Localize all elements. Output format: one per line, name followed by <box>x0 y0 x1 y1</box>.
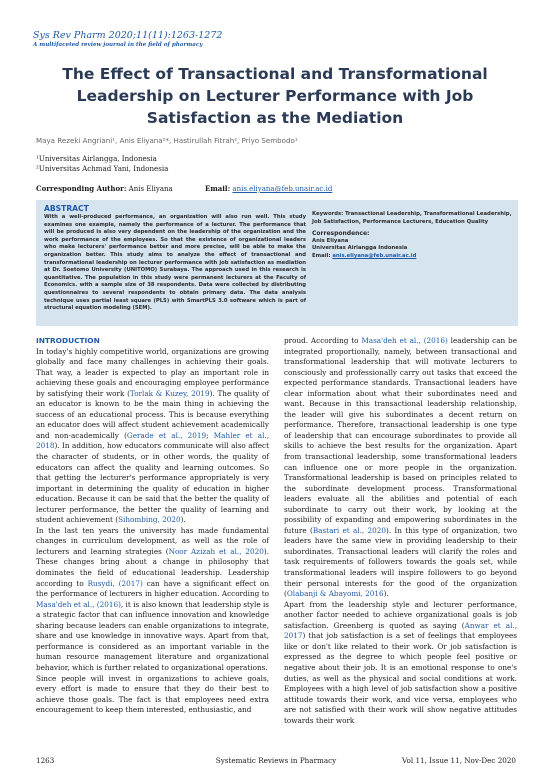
correspondence-affiliation: Universitas Airlangga Indonesia <box>312 245 408 252</box>
citation-link[interactable]: Olabanji & Abayomi, 2016 <box>286 589 384 599</box>
introduction-heading: INTRODUCTION <box>36 336 100 345</box>
citation-link[interactable]: Sihombing, 2020 <box>118 515 181 525</box>
corresponding-email-link[interactable]: anis.eliyana@feb.unair.ac.id <box>232 185 333 193</box>
citation-link[interactable]: Masa'deh et al., (2016) <box>361 336 448 345</box>
footer-volume: Vol 11, Issue 11, Nov-Dec 2020 <box>402 756 516 765</box>
paragraph: In the last ten years the university has made fundamental changes in curriculum development, as well as the role of lecturers and learning strategies (Noor Azizah et al., 2020). These changes bring about a change in philosophy that dominates the field of educational leadership. Leadership according to Rusydi, (2017) can have a significant effect on the performance of lecturers in higher education. According to Masa'deh et al., (2016), it is also known that leadership style is a strategic factor that can influence innovation and knowledge sharing because leaders can enable organizations to integrate, share and use knowledge in innovative ways. Apart from that, performance is considered as an important variable in the human resource management literature and organizational behavior, which is further related to organizational operations. <box>36 525 269 672</box>
corresponding-label: Corresponding Author: <box>36 184 127 193</box>
abstract-heading: ABSTRACT <box>44 204 89 213</box>
corresponding-email-line <box>205 184 332 194</box>
keywords-label: Keywords: <box>312 211 344 217</box>
citation-link[interactable]: Bastari et al., 2020 <box>312 525 386 535</box>
author-list: Maya Rezeki Angriani¹, Anis Eliyana²*, Hastirullah Fitrah², Priyo Sembodo¹ <box>36 136 298 145</box>
correspondence-email-label: Email: <box>312 252 331 259</box>
correspondence-email <box>312 253 512 261</box>
journal-header <box>33 30 222 49</box>
email-label: Email: <box>205 184 231 193</box>
body-left-column <box>36 336 269 716</box>
citation-link[interactable]: Noor Azizah et al., 2020 <box>168 546 264 556</box>
journal-tagline: A multifaceted review journal in the field of pharmacy <box>33 42 203 48</box>
correspondence-email-link[interactable]: anis.eliyana@feb.unair.ac.id <box>332 252 417 259</box>
citation-link[interactable]: Rusydi, (2017) <box>87 578 143 588</box>
corresponding-name: Anis Eliyana <box>128 185 173 193</box>
affiliation-2: ²Universitas Achmad Yani, Indonesia <box>36 164 169 173</box>
paragraph: In today's highly competitive world, organizations are growing globally and face many challenges in achieving their goals. That way, a leader is expected to play an important role in achieving these goals and encouraging employee performance by satisfying their work (Torlak & Kuzey, 2019). The quality of an educator is known to be the main thing in achieving the success of an educational process. This is because everything an educator does will affect student achievement academically and non-academically (Gerade et al., 2019; Mahler et al., 2018). In addition, how educators communicate will also affect the character of students, or in other words, the quality of educators can affect the quality and learning outcomes. So that getting the lecturer's performance appropriately is very important in determining the quality of education in higher education. Because it can be said that the better the quality of lecturer performance, the better the quality of learning and student achievement (Sihombing, 2020). <box>36 346 270 525</box>
citation-link[interactable]: Mahler et al., 2018 <box>36 430 270 451</box>
paragraph: proud. According to Masa'deh et al., (2016) leadership can be integrated proportionally, namely, between transactional and transformational leadership that will motivate lecturers to consciously and professionally carry out tasks that exceed the expected performance standards. Transactional leaders have clear information about what their subordinates need and want. Because in this transactional leadership relationship, the leader will give his subordinates a decent return on performance. Therefore, transactional leadership is one type of leadership that can encourage subordinates to provide all skills to achieve the best results for the organization. Apart from transactional leadership, some transformational leaders can influence one or more people in the organization. Transformational leadership is based on principles related to the subordinate development process. Transformational leaders evaluate all the abilities and potential of each subordinate to carry out their work, by looking at the possibility of expanding and empowering subordinates in the future (Bastari et al., 2020). In this type of organization, two leaders have the same view in providing leadership to their subordinates. Transactional leaders will clarify the roles and task requirements of followers towards the goals set, while transformational leaders will inspire followers to go beyond their personal interests for the good of the organization (Olabanji & Abayomi, 2016). <box>284 336 517 599</box>
corresponding-author <box>36 184 173 194</box>
keywords <box>312 211 512 226</box>
correspondence-name: Anis Eliyana <box>312 237 349 244</box>
abstract-sidebar <box>312 211 512 261</box>
citation-link[interactable]: Anwar et al., 2017 <box>284 620 517 641</box>
journal-name: Sys Rev Pharm 2020;11(11):1263-1272 <box>33 30 223 41</box>
citation-link[interactable]: Torlak & Kuzey, 2019 <box>129 388 210 398</box>
page-number: 1263 <box>36 756 55 765</box>
body-right-column <box>284 336 517 726</box>
correspondence-heading: Correspondence: <box>312 230 370 238</box>
citation-link[interactable]: Gerade et al., 2019 <box>126 430 207 440</box>
footer-journal: Systematic Reviews in Pharmacy <box>215 756 337 765</box>
paragraph: Apart from the leadership style and lecturer performance, another factor needed to achieve organizational goals is job satisfaction. Greenberg is quoted as saying (Anwar et al., 2017) that job satisfaction is a set of feelings that employees like or don't like related to their work. Or job satisfaction is expressed as the degree to which people feel positive or negative about their job. It is an emotional response to one's duties, as well as the physical and social conditions at work. Employees with a high level of job satisfaction show a positive attitude towards their work, and vice versa, employees who are not satisfied with their work will show negative attitudes towards their work <box>284 599 517 725</box>
keywords-value: Transactional Leadership, Transformational Leadership, Job Satisfaction, Performance Lecturers, Education Quality <box>312 211 512 225</box>
abstract-text: With a well-produced performance, an organization will also run well. This study examines one example, namely the performance of a lecturer. The performance that will be produced is also very dependent on the leadership of the organization and the work performance of the employees. So that the existence of organizational leaders who make lecturers' performance better and more precise, will be able to make the organization better. This study aims to analyze the effect of transactional and transformational leadership on lecturer performance with job satisfaction as mediation at Dr. Soetomo University (UNITOMO) Surabaya. The approach used in this research is quantitative. The population in this study were permanent lecturers at the Faculty of Economics. with a sample size of 38 respondents. Data were collected by distributing questionnaires to several respondents to obtain primary data. The data analysis technique uses partial least square (PLS) with SmartPLS 3.0 software which is part of structural equation modeling (SEM). <box>44 214 306 312</box>
paragraph: Since people will invest in organizations to achieve goals, every effort is made to ensure that they do their best to achieve those goals. The fact is that employees need extra encouragement to keep them interested, enthusiastic, and <box>36 673 269 715</box>
affiliation-1: ¹Universitas Airlangga, Indonesia <box>36 154 157 163</box>
article-title: The Effect of Transactional and Transformational Leadership on Lecturer Performance with Job Satisfaction as the Mediation <box>62 65 488 127</box>
citation-link[interactable]: Masa'deh et al., (2016) <box>36 599 121 609</box>
